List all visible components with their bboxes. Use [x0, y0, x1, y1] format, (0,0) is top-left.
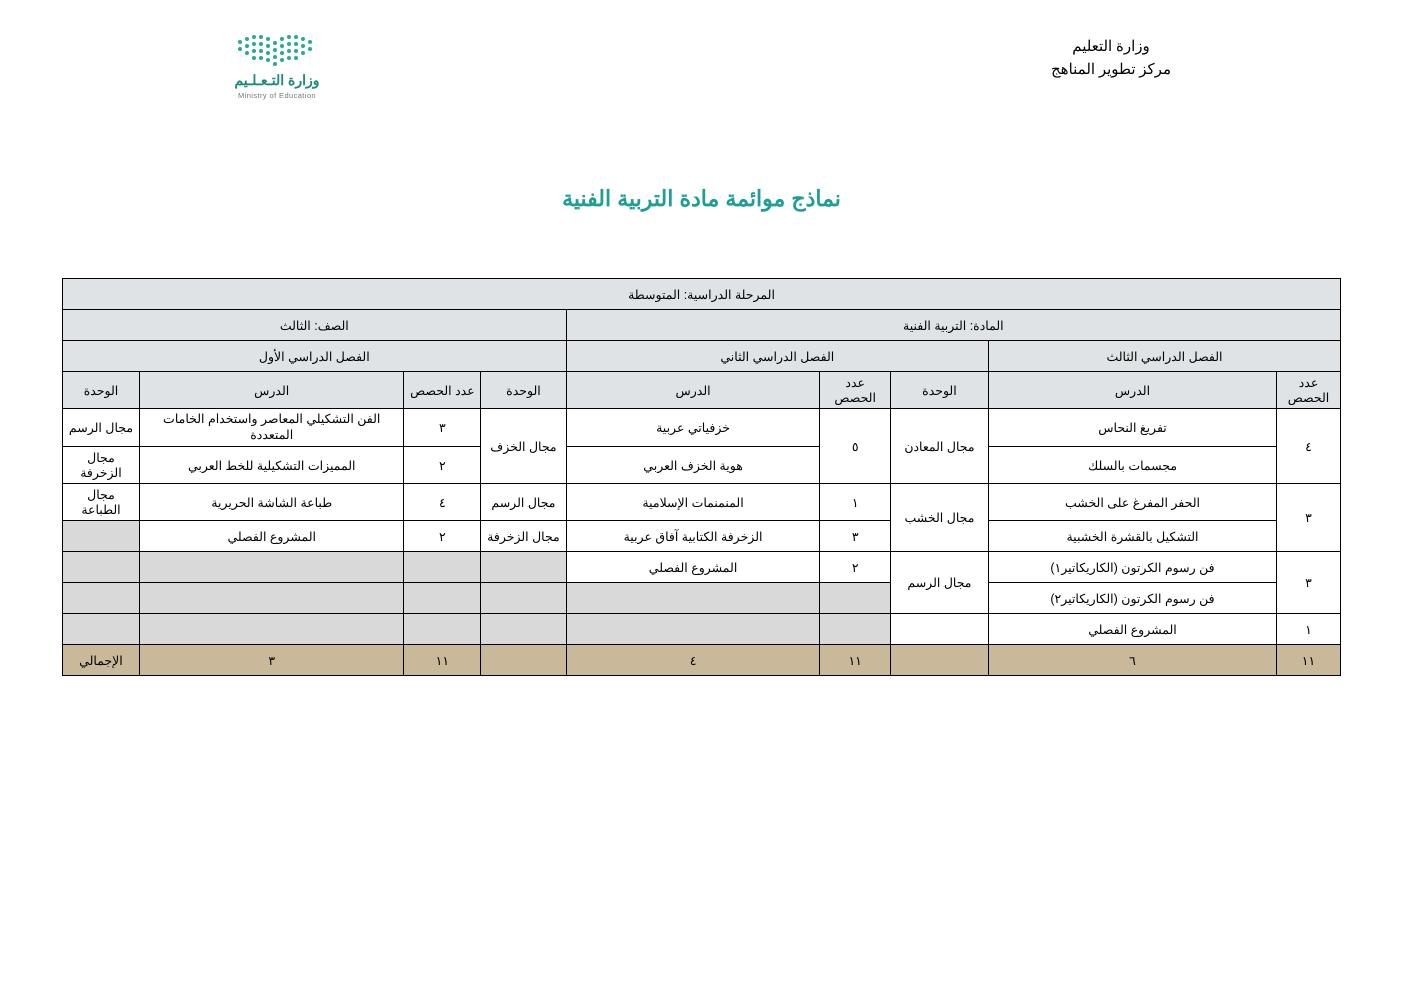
logo-arabic-text: وزارة التـعـلـيم	[234, 72, 320, 88]
t3-total-periods: ١١	[1277, 645, 1341, 676]
total-label: الإجمالي	[63, 645, 140, 676]
page-title: نماذج موائمة مادة التربية الفنية	[562, 186, 841, 211]
t2-lesson-5: المشروع الفصلي	[566, 552, 820, 583]
term1-header: الفصل الدراسي الأول	[63, 341, 567, 372]
t3-periods-3: ٣	[1277, 484, 1341, 552]
t3-lesson-1: تفريغ النحاس	[989, 409, 1277, 447]
t2-periods-5: ٢	[820, 552, 890, 583]
t2-periods-7-blank	[820, 614, 890, 645]
t1-lesson-4: المشروع الفصلي	[139, 521, 404, 552]
t1-lesson-7-blank	[139, 614, 404, 645]
t1-unit-4-blank	[63, 521, 140, 552]
t1-lesson-2: المميزات التشكيلية للخط العربي	[139, 447, 404, 484]
t1-periods-2: ٢	[404, 447, 481, 484]
t1-unit-7-blank	[63, 614, 140, 645]
table-row	[63, 521, 1341, 552]
t3-lesson-3: الحفر المفرغ على الخشب	[989, 484, 1277, 521]
col-lesson-t2: الدرس	[566, 372, 820, 409]
col-unit-t3: الوحدة	[890, 372, 988, 409]
t1-periods-6-blank	[404, 583, 481, 614]
ministry-dots-icon	[234, 34, 320, 68]
t2-unit-1: مجال الخزف	[481, 409, 566, 484]
stage-cell: المرحلة الدراسية: المتوسطة	[63, 279, 1341, 310]
t3-unit-3: مجال الخشب	[890, 484, 988, 552]
t3-lesson-5: فن رسوم الكرتون (الكاريكاتير١)	[989, 552, 1277, 583]
t2-periods-1: ٥	[820, 409, 890, 484]
t2-periods-4: ٣	[820, 521, 890, 552]
t3-unit-7	[890, 614, 988, 645]
ministry-logo	[222, 34, 332, 100]
t1-unit-3: مجال الطباعة	[63, 484, 140, 521]
t2-lesson-3: المنمنمات الإسلامية	[566, 484, 820, 521]
t1-periods-3: ٤	[404, 484, 481, 521]
table-row	[63, 447, 1341, 484]
t3-total-spacer	[890, 645, 988, 676]
table-row-stage	[63, 279, 1341, 310]
ministry-line-2: مركز تطوير المناهج	[1050, 61, 1171, 78]
page-header	[0, 0, 1403, 120]
table-row	[63, 552, 1341, 583]
t1-periods-5-blank	[404, 552, 481, 583]
col-periods-t1: عدد الحصص	[404, 372, 481, 409]
t3-lesson-7: المشروع الفصلي	[989, 614, 1277, 645]
col-lesson-t3: الدرس	[989, 372, 1277, 409]
table-row	[63, 614, 1341, 645]
term2-header: الفصل الدراسي الثاني	[566, 341, 988, 372]
t1-total-units: ٣	[139, 645, 404, 676]
t1-unit-1: مجال الرسم	[63, 409, 140, 447]
t1-lesson-6-blank	[139, 583, 404, 614]
subject-cell: المادة: التربية الفنية	[566, 310, 1340, 341]
t2-periods-3: ١	[820, 484, 890, 521]
t2-unit-3: مجال الرسم	[481, 484, 566, 521]
table-row	[63, 409, 1341, 447]
curriculum-matrix-table	[62, 278, 1341, 676]
t3-periods-1: ٤	[1277, 409, 1341, 484]
term3-header: الفصل الدراسي الثالث	[989, 341, 1341, 372]
t1-periods-4: ٢	[404, 521, 481, 552]
t1-unit-5-blank	[63, 552, 140, 583]
t2-lesson-2: هوية الخزف العربي	[566, 447, 820, 484]
col-periods-t3: عدد الحصص	[1277, 372, 1341, 409]
table-row-column-headers	[63, 372, 1341, 409]
col-unit-t2: الوحدة	[481, 372, 566, 409]
col-unit-t1: الوحدة	[63, 372, 140, 409]
t2-lesson-6-blank	[566, 583, 820, 614]
t2-unit-5-blank	[481, 552, 566, 583]
table-row	[63, 583, 1341, 614]
t3-total-units: ٦	[989, 645, 1277, 676]
t2-periods-6-blank	[820, 583, 890, 614]
table-row-term-headers	[63, 341, 1341, 372]
matrix-table-container	[62, 278, 1341, 676]
t1-unit-6-blank	[63, 583, 140, 614]
t2-unit-6-blank	[481, 583, 566, 614]
t1-lesson-1: الفن التشكيلي المعاصر واستخدام الخامات المتعددة	[139, 409, 404, 447]
t2-total-units: ٤	[566, 645, 820, 676]
ministry-line-1: وزارة التعليم	[1072, 39, 1150, 55]
t1-lesson-5-blank	[139, 552, 404, 583]
t3-unit-1: مجال المعادن	[890, 409, 988, 484]
logo-english-text: Ministry of Education	[237, 91, 316, 100]
t3-lesson-6: فن رسوم الكرتون (الكاريكاتير٢)	[989, 583, 1277, 614]
table-row-subject-grade	[63, 310, 1341, 341]
t2-lesson-4: الزخرفة الكتابية آفاق عربية	[566, 521, 820, 552]
t1-unit-2: مجال الزخرفة	[63, 447, 140, 484]
t2-unit-7-blank	[481, 614, 566, 645]
t3-lesson-4: التشكيل بالقشرة الخشبية	[989, 521, 1277, 552]
t3-periods-5: ٣	[1277, 552, 1341, 614]
t1-lesson-3: طباعة الشاشة الحريرية	[139, 484, 404, 521]
t3-unit-5: مجال الرسم	[890, 552, 988, 614]
t1-periods-7-blank	[404, 614, 481, 645]
t1-periods-1: ٣	[404, 409, 481, 447]
t3-periods-7: ١	[1277, 614, 1341, 645]
table-row	[63, 484, 1341, 521]
t2-total-spacer	[481, 645, 566, 676]
t2-lesson-7-blank	[566, 614, 820, 645]
t2-lesson-1: خزفياتي عربية	[566, 409, 820, 447]
t1-total-periods: ١١	[404, 645, 481, 676]
t2-total-periods: ١١	[820, 645, 890, 676]
t2-unit-4: مجال الزخرفة	[481, 521, 566, 552]
ministry-heading	[1051, 36, 1171, 81]
col-lesson-t1: الدرس	[139, 372, 404, 409]
t3-lesson-2: مجسمات بالسلك	[989, 447, 1277, 484]
col-periods-t2: عدد الحصص	[820, 372, 890, 409]
grade-cell: الصف: الثالث	[63, 310, 567, 341]
table-row-totals	[63, 645, 1341, 676]
